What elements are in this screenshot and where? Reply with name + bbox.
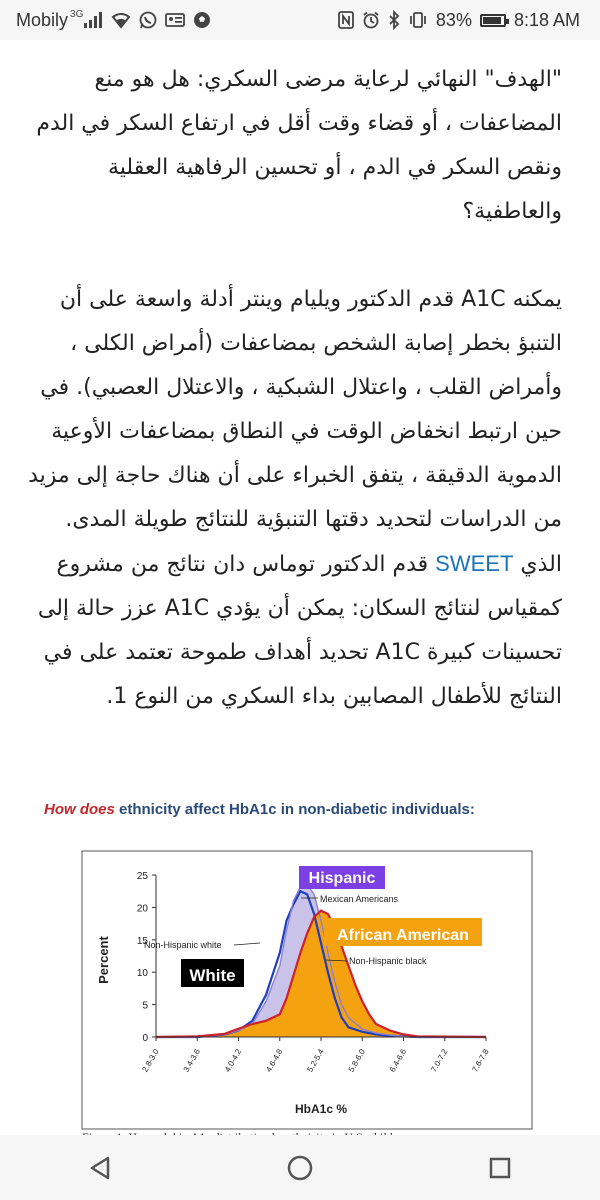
carrier-name: Mobily [16, 9, 69, 30]
y-tick-label: 0 [142, 1033, 148, 1044]
back-triangle-icon [86, 1154, 114, 1182]
alarm-icon [362, 11, 380, 29]
x-tick-label: 3.4-3.6 [181, 1047, 202, 1074]
id-card-icon [165, 12, 185, 28]
paragraph-text: قدم الدكتور توماس دان نتائج من مشروع كمقياس لنتائج السكان: يمكن أن يؤدي A1C عزز حالة إلى تحسينات كبيرة A1C تحديد أهداف طموحة تعتمد على في النتائج للأطفال المصابين بداء السكري من النوع 1. [37, 552, 562, 709]
recents-square-icon [486, 1154, 514, 1182]
battery-fill [483, 17, 501, 24]
x-tick-label: 5.2-5.4 [305, 1047, 326, 1074]
african-american-label: African American [337, 927, 469, 944]
article-body[interactable] [0, 40, 600, 750]
article-paragraph: "الهدف" النهائي لرعاية مرضى السكري: هل هو منع المضاعفات ، أو قضاء وقت أقل في ارتفاع السكر في الدم ونقص السكر في الدم ، أو تحسين الرفاهية العقلية والعاطفية؟ [36, 67, 562, 224]
y-tick-label: 5 [142, 1000, 148, 1012]
home-circle-icon [285, 1153, 315, 1183]
battery-percent: 83% [435, 9, 472, 30]
navigation-bar [0, 1135, 600, 1200]
non-hispanic-white-label: Non-Hispanic white [144, 940, 222, 950]
chart-image[interactable] [16, 785, 576, 1135]
status-bar-left [16, 10, 211, 31]
chart-title-emphasis: How does [44, 801, 115, 818]
y-tick-label: 25 [136, 871, 148, 882]
sweet-link[interactable]: SWEET [435, 551, 514, 576]
bluetooth-icon [388, 11, 400, 29]
article-paragraph [0, 278, 600, 719]
back-button[interactable] [70, 1138, 130, 1198]
white-label: White [189, 966, 236, 985]
y-tick-label: 10 [136, 968, 148, 980]
y-axis-label: Percent [96, 936, 111, 984]
x-tick-label: 2.8-3.0 [140, 1047, 161, 1074]
chart-title-rest: ethnicity affect HbA1c in non-diabetic individuals: [114, 801, 475, 818]
paragraph-text: يمكنه A1C قدم الدكتور ويليام وينتر أدلة واسعة على أن التنبؤ بخطر إصابة الشخص بمضاعفات (أمراض الكلى ، وأمراض القلب ، واعتلال الشبكية ، والاعتلال العصبي). في حين ارتبط انخفاض الوقت في النطاق بمضاعفات الأوعية الدموية الدقيقة ، يتفق الخبراء على أن هناك حاجة إلى مزيد من الدراسات لتحديد دقتها التنبؤية للنتائج طويلة المدى. الذي [28, 287, 562, 577]
x-axis-label: HbA1c % [294, 1102, 348, 1116]
soccer-ball-icon [193, 11, 211, 29]
y-tick-label: 15 [136, 935, 148, 947]
mexican-americans-label: Mexican Americans [320, 894, 399, 904]
hba1c-distribution-chart [16, 785, 576, 1135]
x-tick-label: 5.8-6.0 [346, 1047, 367, 1074]
whatsapp-icon [139, 11, 157, 29]
signal-icon [70, 8, 103, 28]
vibrate-icon [408, 11, 428, 29]
x-tick-label: 6.4-6.6 [387, 1047, 409, 1074]
y-tick-label: 20 [136, 903, 148, 915]
hispanic-label: Hispanic [308, 870, 376, 887]
x-tick-label: 4.0-4.2 [222, 1047, 244, 1074]
nfc-icon [338, 11, 354, 29]
x-tick-label: 4.6-4.8 [264, 1047, 285, 1074]
x-tick-label: 7.0-7.2 [429, 1047, 450, 1074]
x-tick-label: 7.6-7.8 [470, 1047, 491, 1074]
status-bar [0, 0, 600, 40]
battery-icon [480, 14, 506, 27]
home-button[interactable] [270, 1138, 330, 1198]
status-bar-right [338, 10, 580, 31]
wifi-icon [111, 12, 131, 28]
clock: 8:18 AM [513, 9, 580, 30]
recents-button[interactable] [470, 1138, 530, 1198]
non-hispanic-black-label: Non-Hispanic black [349, 956, 427, 966]
network-type: 3G [70, 8, 84, 20]
